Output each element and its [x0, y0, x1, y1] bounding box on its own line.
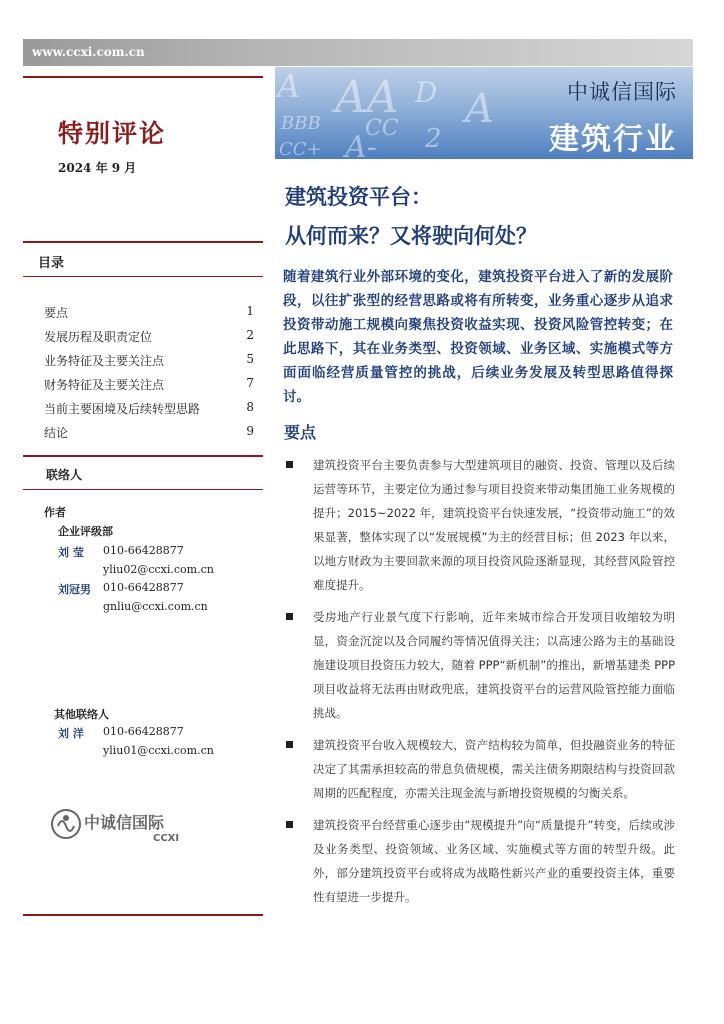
website-url[interactable]: www.ccxi.com.cn	[32, 45, 145, 59]
list-item	[283, 813, 675, 909]
toc-item-page: 1	[246, 304, 254, 318]
toc-heading: 目录	[38, 256, 65, 271]
divider	[23, 241, 263, 243]
divider	[23, 489, 263, 490]
toc-item[interactable]	[44, 328, 254, 352]
toc-item-page: 7	[246, 376, 254, 390]
divider	[23, 276, 263, 277]
table-of-contents	[44, 304, 254, 448]
banner-letter: 2	[425, 124, 442, 154]
banner-letter: CC	[365, 116, 399, 141]
bullet-square-icon	[286, 821, 293, 828]
contact-email[interactable]: gnliu@ccxi.com.cn	[103, 600, 208, 613]
authors-label: 作者	[44, 506, 66, 519]
toc-item[interactable]	[44, 376, 254, 400]
toc-item-label: 发展历程及职责定位	[44, 330, 153, 344]
contact-phone: 010-66428877	[103, 544, 184, 557]
banner-letter: AA	[335, 72, 399, 123]
toc-item-page: 5	[246, 352, 254, 366]
title-line-1: 建筑投资平台：	[285, 185, 432, 209]
bullet-text: 建筑投资平台经营重心逐步由“规模提升”向“质量提升”转变，后续或涉及业务类型、投资领域、业务区域、实施模式等方面的转型升级。此外，部分建筑投资平台或将成为战略性新兴产业的重要投资主体，重要性有望进一步提升。	[313, 818, 675, 904]
toc-item-label: 当前主要困境及后续转型思路	[44, 402, 201, 416]
banner-letter: D	[415, 76, 438, 109]
bullet-text: 建筑投资平台主要负责参与大型建筑项目的融资、投资、管理以及后续运营等环节，主要定位为通过参与项目投资来带动集团施工业务规模的提升；2015~2022 年，建筑投资平台快速发展，“投资带动施工”的效果显著，整体实现了以“发展规模”为主的经营目标；但 2023 年以来，以地方财政为主要回款来源的项目投资风险逐渐显现，其经营风险管控难度提升。	[313, 458, 675, 592]
toc-item-page: 2	[246, 328, 254, 342]
department: 企业评级部	[58, 525, 113, 538]
banner-letter: A	[277, 67, 301, 105]
toc-item[interactable]	[44, 304, 254, 328]
contact-email[interactable]: yliu02@ccxi.com.cn	[103, 563, 214, 576]
toc-item[interactable]	[44, 352, 254, 376]
divider	[23, 914, 263, 916]
toc-item-label: 结论	[44, 426, 69, 440]
divider	[23, 455, 263, 457]
bullet-square-icon	[286, 613, 293, 620]
banner-letter: BBB	[281, 113, 321, 134]
header-banner	[275, 67, 693, 159]
toc-item[interactable]	[44, 424, 254, 448]
toc-item[interactable]	[44, 400, 254, 424]
toc-item-label: 要点	[44, 306, 69, 320]
report-title	[285, 178, 537, 256]
contact-name: 刘 莹	[58, 546, 84, 559]
logo-icon	[50, 804, 200, 844]
logo-cn-text: 中诚信国际	[84, 813, 165, 832]
toc-item-label: 业务特征及主要关注点	[44, 354, 165, 368]
banner-letter: A	[465, 86, 494, 132]
contact-phone: 010-66428877	[103, 725, 184, 738]
bullet-text: 受房地产行业景气度下行影响，近年来城市综合开发项目收缩较为明显，资金沉淀以及合同履约等情况值得关注；以高速公路为主的基础设施建设项目投资压力较大，随着 PPP“新机制”的推出，新增基建类 PPP 项目收益将无法再由财政兜底，建筑投资平台的运营风险管控能力面临挑战。	[313, 610, 675, 720]
report-type: 特别评论	[58, 119, 167, 148]
toc-item-page: 8	[246, 400, 254, 414]
banner-letter: A-	[345, 130, 377, 159]
list-item	[283, 453, 675, 597]
key-points-list	[283, 453, 675, 917]
toc-item-label: 财务特征及主要关注点	[44, 378, 165, 392]
industry-name: 建筑行业	[549, 122, 677, 157]
list-item	[283, 605, 675, 725]
brand-name: 中诚信国际	[567, 80, 677, 104]
report-date: 2024 年 9 月	[58, 161, 137, 175]
logo-en-text: CCXI	[153, 833, 180, 844]
contact-email[interactable]: yliu01@ccxi.com.cn	[103, 744, 214, 757]
toc-item-page: 9	[246, 424, 254, 438]
key-points-heading: 要点	[284, 423, 317, 442]
contact-phone: 010-66428877	[103, 581, 184, 594]
bullet-text: 建筑投资平台收入规模较大，资产结构较为简单，但投融资业务的特征决定了其需承担较高的带息负债规模，需关注债务期限结构与投资回款周期的匹配程度，亦需关注现金流与新增投资规模的匀衡关系。	[313, 738, 675, 800]
ccxi-logo	[50, 804, 200, 844]
other-contacts-label: 其他联络人	[54, 708, 109, 721]
summary-paragraph: 随着建筑行业外部环境的变化，建筑投资平台进入了新的发展阶段，以往扩张型的经营思路或将有所转变，业务重心逐步从追求投资带动施工规模向聚焦投资收益实现、投资风险管控转变；在此思路下，其在业务类型、投资领域、业务区域、实施模式等方面面临经营质量管控的挑战，后续业务发展及转型思路值得探讨。	[283, 269, 673, 405]
bullet-square-icon	[286, 461, 293, 468]
contact-name: 刘冠男	[58, 583, 91, 596]
contacts-heading: 联络人	[46, 468, 83, 482]
title-line-2: 从何而来？又将驶向何处？	[285, 224, 537, 248]
top-header-bar	[23, 39, 693, 66]
header-rule	[23, 76, 263, 78]
banner-letter: CC+	[279, 139, 322, 159]
list-item	[283, 733, 675, 805]
bullet-square-icon	[286, 741, 293, 748]
contact-name: 刘 洋	[58, 727, 84, 740]
